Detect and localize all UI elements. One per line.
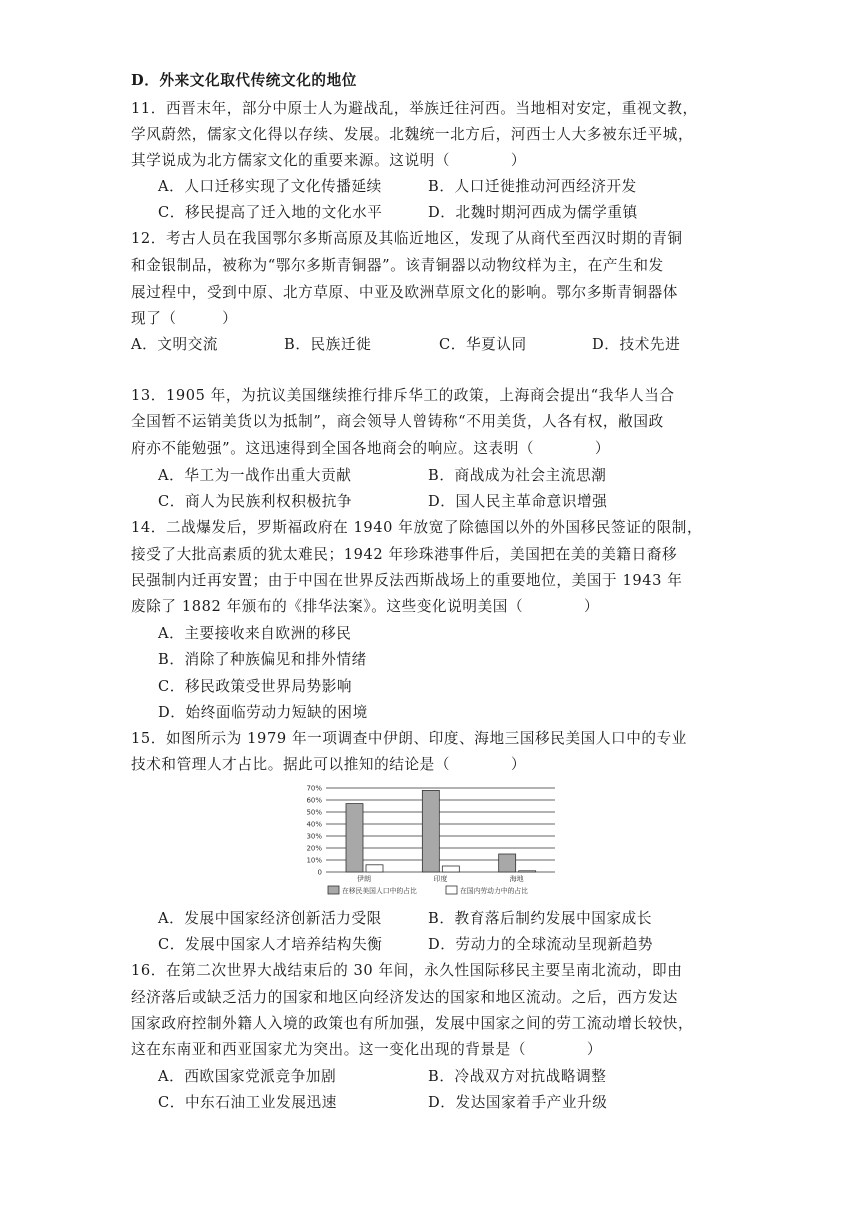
bar-domestic xyxy=(442,866,459,872)
q13-option-b: B．商战成为社会主流思潮 xyxy=(428,467,607,484)
q15-option-c: C．发展中国家人才培养结构失衡 xyxy=(158,936,383,953)
q13-stem-line-2: 全国暂不运销美货以为抵制”，商会领导人曾铸称“不用美货，人各有权，敝国政 xyxy=(131,413,664,430)
q12-stem-line-3: 展过程中，受到中原、北方草原、中亚及欧洲草原文化的影响。鄂尔多斯青铜器体 xyxy=(131,284,678,301)
q11-stem-line-2: 学风蔚然，儒家文化得以存续、发展。北魏统一北方后，河西士人大多被东迁平城， xyxy=(131,126,694,143)
q16-stem-line-1: 16．在第二次世界大战结束后的 30 年间，永久性国际移民主要呈南北流动，即由 xyxy=(131,962,683,979)
bar-domestic xyxy=(366,865,383,872)
q12-stem-line-2: 和金银制品，被称为“鄂尔多斯青铜器”。该青铜器以动物纹样为主，在产生和发 xyxy=(131,257,664,274)
q16-stem-line-4: 这在东南亚和西亚国家尤为突出。这一变化出现的背景是（ ） xyxy=(131,1041,603,1058)
legend-label: 在移民美国人口中的占比 xyxy=(342,887,417,895)
q16-stem-line-3: 国家政府控制外籍人入境的政策也有所加强，发展中国家之间的劳工流动增长较快， xyxy=(131,1015,694,1032)
y-tick-label: 40% xyxy=(306,820,322,829)
q16-option-b: B．冷战双方对抗战略调整 xyxy=(428,1068,607,1085)
y-tick-label: 30% xyxy=(306,832,322,841)
legend-label: 在国内劳动力中的占比 xyxy=(460,887,528,895)
q16-option-a: A．西欧国家党派竞争加剧 xyxy=(158,1068,337,1085)
q13-stem-line-3: 府亦不能勉强”。这迅速得到全国各地商会的响应。这表明（ ） xyxy=(131,440,611,457)
q15-stem-line-1: 15．如图所示为 1979 年一项调查中伊朗、印度、海地三国移民美国人口中的专业 xyxy=(131,730,687,747)
q12-option-a: A．文明交流 xyxy=(131,336,219,353)
q14-option-d: D．始终面临劳动力短缺的困境 xyxy=(158,704,368,721)
bar-domestic xyxy=(519,871,536,872)
y-tick-label: 10% xyxy=(306,856,322,865)
q14-option-b: B．消除了种族偏见和排外情绪 xyxy=(158,651,367,668)
y-tick-label: 60% xyxy=(306,796,322,805)
q15-stem-line-2: 技术和管理人才占比。据此可以推知的结论是（ ） xyxy=(131,756,527,773)
x-tick-label: 海地 xyxy=(509,875,524,883)
q10-option-d: D．外来文化取代传统文化的地位 xyxy=(131,72,357,89)
q15-option-a: A．发展中国家经济创新活力受限 xyxy=(158,910,382,927)
q12-stem-line-1: 12．考古人员在我国鄂尔多斯高原及其临近地区，发现了从商代至西汉时期的青铜 xyxy=(131,230,683,247)
q13-option-c: C．商人为民族利权积极抗争 xyxy=(158,493,353,510)
bar-migrant xyxy=(346,804,363,872)
legend-swatch xyxy=(446,886,457,894)
q12-option-d: D．技术先进 xyxy=(592,336,681,353)
q16-stem-line-2: 经济落后或缺乏活力的国家和地区向经济发达的国家和地区流动。之后，西方发达 xyxy=(131,989,678,1006)
q13-stem-line-1: 13．1905 年，为抗议美国继续推行排斥华工的政策，上海商会提出“我华人当合 xyxy=(131,387,675,404)
q14-option-a: A．主要接收来自欧洲的移民 xyxy=(158,625,352,642)
bar-migrant xyxy=(422,790,439,872)
q11-stem-line-1: 11．西晋末年，部分中原士人为避战乱，举族迁往河西。当地相对安定，重视文教， xyxy=(131,100,698,117)
x-tick-label: 伊朗 xyxy=(357,875,371,883)
y-tick-label: 20% xyxy=(306,844,322,853)
q15-bar-chart xyxy=(290,780,565,902)
y-tick-label: 70% xyxy=(306,784,322,793)
q13-option-d: D．国人民主革命意识增强 xyxy=(428,493,608,510)
bar-migrant xyxy=(499,854,516,872)
q12-option-b: B．民族迁徙 xyxy=(284,336,372,353)
q14-stem-line-2: 接受了大批高素质的犹太难民；1942 年珍珠港事件后，美国把在美的美籍日裔移 xyxy=(131,546,678,563)
q16-option-d: D．发达国家着手产业升级 xyxy=(428,1094,608,1111)
x-tick-label: 印度 xyxy=(433,875,448,883)
q14-option-c: C．移民政策受世界局势影响 xyxy=(158,678,353,695)
legend-swatch xyxy=(328,886,339,894)
q16-option-c: C．中东石油工业发展迅速 xyxy=(158,1094,337,1111)
q15-option-d: D．劳动力的全球流动呈现新趋势 xyxy=(428,936,654,953)
q14-stem-line-3: 民强制内迁再安置；由于中国在世界反法西斯战场上的重要地位，美国于 1943 年 xyxy=(131,572,683,589)
q11-option-c: C．移民提高了迁入地的文化水平 xyxy=(158,204,383,221)
q15-option-b: B．教育落后制约发展中国家成长 xyxy=(428,910,653,927)
q11-option-b: B．人口迁徙推动河西经济开发 xyxy=(428,178,637,195)
q12-option-c: C．华夏认同 xyxy=(439,336,527,353)
q11-stem-line-3: 其学说成为北方儒家文化的重要来源。这说明（ ） xyxy=(131,152,527,169)
q13-option-a: A．华工为一战作出重大贡献 xyxy=(158,467,352,484)
q11-option-d: D．北魏时期河西成为儒学重镇 xyxy=(428,204,638,221)
y-tick-label: 0 xyxy=(317,868,322,877)
q14-stem-line-4: 废除了 1882 年颁布的《排华法案》。这些变化说明美国（ ） xyxy=(131,598,600,615)
q14-stem-line-1: 14．二战爆发后，罗斯福政府在 1940 年放宽了除德国以外的外国移民签证的限制， xyxy=(131,519,703,536)
q11-option-a: A．人口迁移实现了文化传播延续 xyxy=(158,178,382,195)
y-tick-label: 50% xyxy=(306,808,322,817)
q12-stem-line-4: 现了（ ） xyxy=(131,310,238,327)
